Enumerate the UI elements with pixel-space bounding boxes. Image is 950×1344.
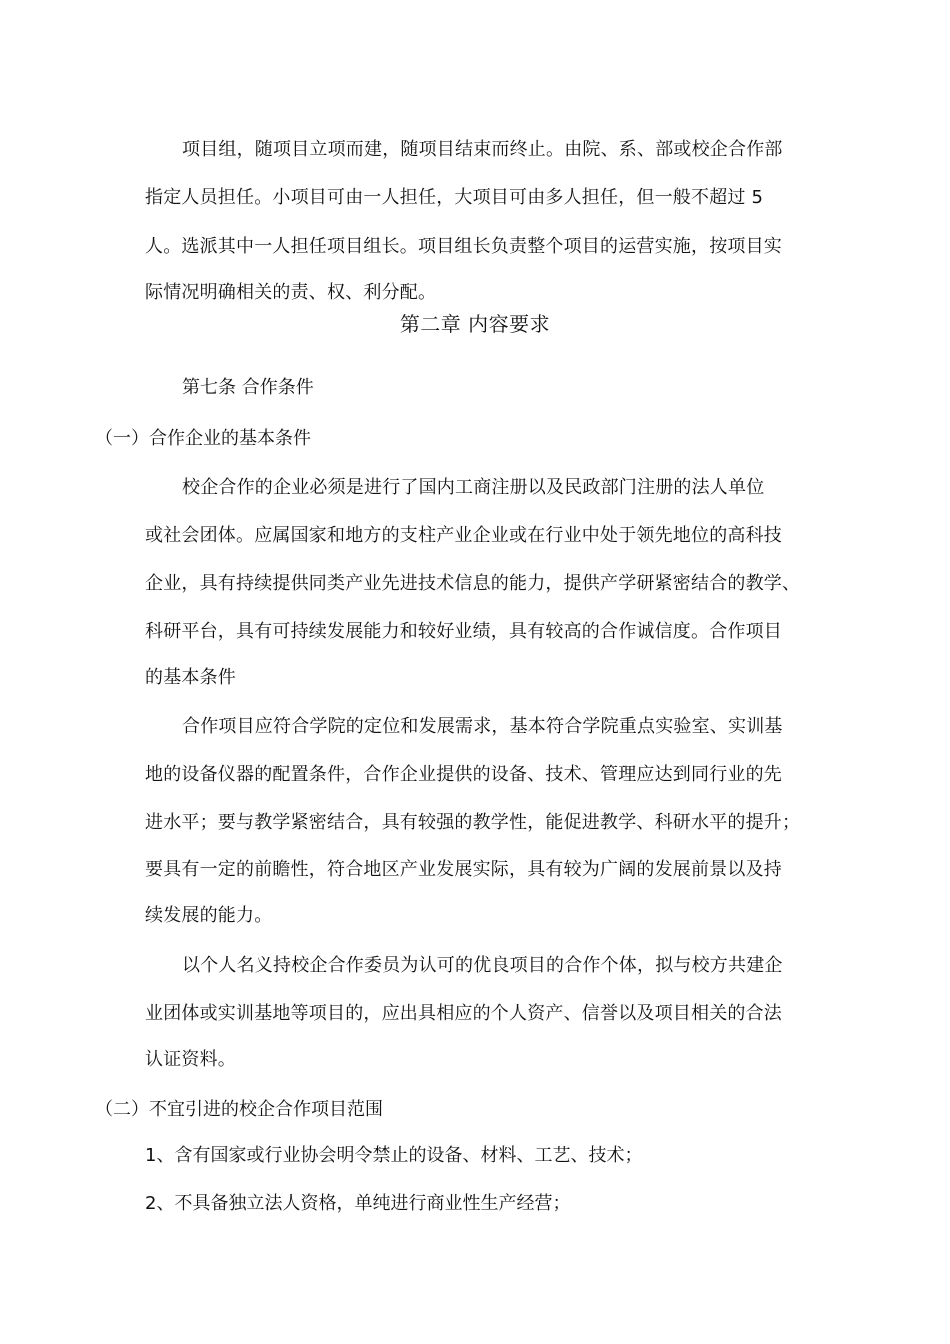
paragraph-line: 企业，具有持续提供同类产业先进技术信息的能力，提供产学研紧密结合的教学、 [145, 573, 801, 594]
article-heading: 第七条 合作条件 [182, 377, 314, 398]
paragraph-line: 或社会团体。应属国家和地方的支柱产业企业或在行业中处于领先地位的高科技 [145, 525, 782, 546]
paragraph-line: 要具有一定的前瞻性，符合地区产业发展实际，具有较为广阔的发展前景以及持 [145, 859, 782, 880]
paragraph-line: 以个人名义持校企合作委员为认可的优良项目的合作个体，拟与校方共建企 [182, 955, 783, 976]
paragraph-line: 项目组，随项目立项而建，随项目结束而终止。由院、系、部或校企合作部 [182, 139, 783, 160]
section-heading: （一）合作企业的基本条件 [95, 428, 311, 449]
paragraph-line: 进水平；要与教学紧密结合，具有较强的教学性，能促进教学、科研水平的提升； [145, 812, 801, 833]
chapter-heading: 第二章 内容要求 [399, 312, 551, 336]
paragraph-line: 际情况明确相关的责、权、利分配。 [145, 282, 437, 303]
paragraph-line: 地的设备仪器的配置条件，合作企业提供的设备、技术、管理应达到同行业的先 [145, 764, 782, 785]
paragraph-line: 续发展的能力。 [145, 905, 273, 926]
section-heading: （二）不宜引进的校企合作项目范围 [95, 1099, 383, 1120]
paragraph-line: 科研平台，具有可持续发展能力和较好业绩，具有较高的合作诚信度。合作项目 [145, 621, 782, 642]
paragraph-line: 合作项目应符合学院的定位和发展需求，基本符合学院重点实验室、实训基 [182, 716, 783, 737]
list-item: 2、不具备独立法人资格，单纯进行商业性生产经营； [145, 1193, 571, 1214]
paragraph-line: 人。选派其中一人担任项目组长。项目组长负责整个项目的运营实施，按项目实 [145, 236, 782, 257]
paragraph-line: 指定人员担任。小项目可由一人担任，大项目可由多人担任，但一般不超过 5 [145, 187, 764, 208]
paragraph-line: 校企合作的企业必须是进行了国内工商注册以及民政部门注册的法人单位 [182, 477, 765, 498]
paragraph-line: 的基本条件 [145, 667, 236, 688]
paragraph-line: 业团体或实训基地等项目的，应出具相应的个人资产、信誉以及项目相关的合法 [145, 1003, 782, 1024]
list-item: 1、含有国家或行业协会明令禁止的设备、材料、工艺、技术； [145, 1145, 643, 1166]
paragraph-line: 认证资料。 [145, 1049, 236, 1070]
